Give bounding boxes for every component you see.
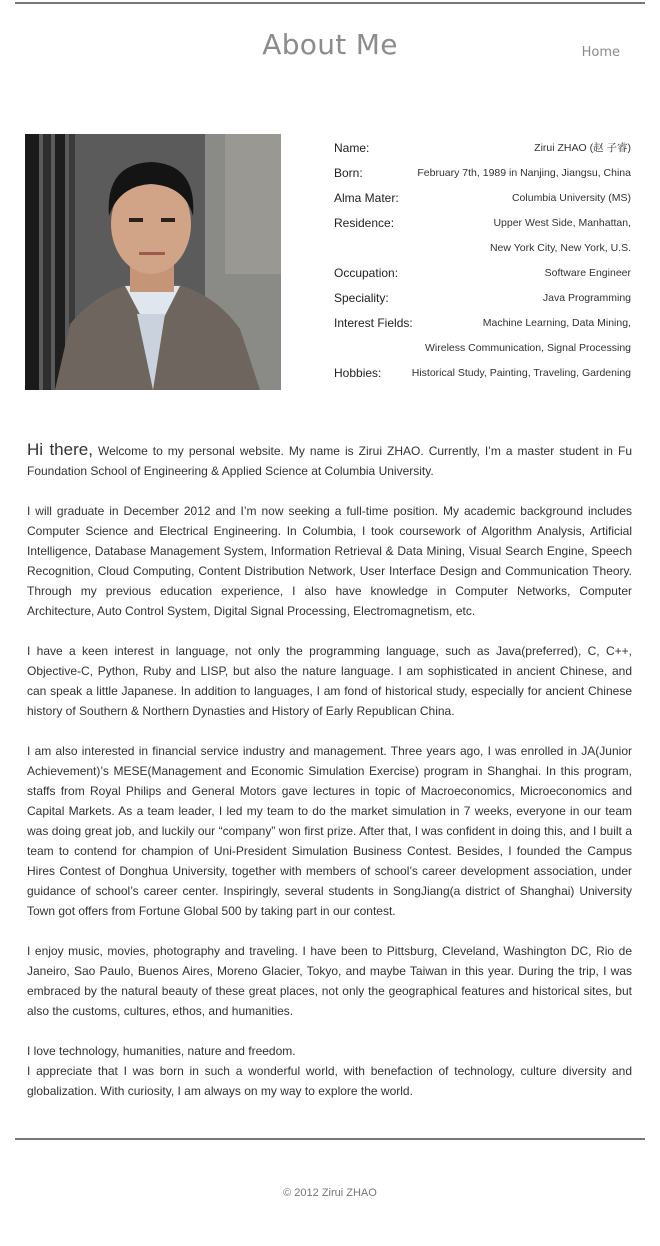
- profile-row: [334, 211, 631, 261]
- profile-value: [490, 211, 631, 261]
- top-divider: [15, 2, 645, 4]
- profile-value: [543, 286, 631, 311]
- profile-value: [425, 311, 631, 361]
- paragraph-languages: I have a keen interest in language, not only the programming language, such as Java(preferred), C, C++, Objective-C, Python, Ruby and LISP, but also the nature language. I am sophisticated in ancient Chinese, and can speak a little Japanese. In addition to languages, I am fond of historical study, especially for ancient Chinese history of Southern & Northern Dynasties and History of Early Republican China.: [27, 644, 632, 718]
- greeting: Hi there,: [27, 440, 93, 459]
- profile-value: [534, 136, 631, 161]
- profile-value: [417, 161, 631, 186]
- bio-content: [27, 440, 632, 1121]
- profile-label: Born:: [334, 166, 363, 180]
- profile-label: Residence:: [334, 216, 395, 230]
- profile-value: [412, 361, 631, 386]
- profile-value-line: Machine Learning, Data Mining,: [482, 317, 631, 329]
- closing-line-2: I appreciate that I was born in such a wonderful world, with benefaction of technology, culture diversity and globalization. With curiosity, I am always on my way to explore the world.: [27, 1064, 632, 1098]
- profile-value-line: Columbia University (MS): [511, 192, 631, 204]
- profile-photo: [25, 134, 281, 390]
- profile-value: [545, 261, 631, 286]
- closing-line-1: I love technology, humanities, nature and freedom.: [27, 1044, 296, 1058]
- profile-label: Speciality:: [334, 291, 389, 305]
- profile-row: [334, 311, 631, 361]
- page-title: About Me: [262, 28, 398, 61]
- profile-row: [334, 261, 631, 286]
- intro-paragraph: [27, 440, 632, 481]
- profile-label: Interest Fields:: [334, 316, 413, 330]
- profile-value-line: Historical Study, Painting, Traveling, Gardening: [411, 367, 631, 379]
- profile-row: [334, 161, 631, 186]
- profile-value-line: New York City, New York, U.S.: [489, 242, 631, 254]
- profile-value-line: Zirui ZHAO (赵 子睿): [534, 142, 631, 154]
- profile-value-line: Java Programming: [542, 292, 631, 304]
- profile-row: [334, 136, 631, 161]
- paragraph-education: I will graduate in December 2012 and I’m now seeking a full-time position. My academic background includes Computer Science and Electrical Engineering. In Columbia, I took coursework of Algorithm Analysis, Artificial Intelligence, Database Management System, Information Retrieval & Data Mining, Visual Search Engine, Speech Recognition, Cloud Computing, Content Distribution Network, User Interface Design and Communication Theory. Through my previous education experience, I also have knowledge in Computer Networks, Computer Architecture, Auto Control System, Digital Signal Processing, Electromagnetism, etc.: [27, 504, 632, 618]
- portrait-illustration: [25, 134, 281, 390]
- profile-value-line: Wireless Communication, Signal Processing: [425, 342, 631, 354]
- paragraph-finance: I am also interested in financial service industry and management. Three years ago, I was enrolled in JA(Junior Achievement)’s MESE(Management and Economic Simulation Exercise) program in Shanghai. In this program, staffs from Royal Philips and General Motors gave lectures in topic of Macroeconomics, Microeconomics and Capital Markets. As a team leader, I led my team to do the market simulation in 7 weeks, everyone in our team was doing great job, and luckily our “company” won first prize. After that, I was confident in doing this, and I built a team to contend for champion of Uni-President Simulation Business Contest. Besides, I founded the Campus Hires Contest of Donghua University, together with members of school’s career development association, under guidance of school’s career center. Inspiringly, several students in SongJiang(a district of Shanghai) University Town got offers from Fortune Global 500 by taking part in our contest.: [27, 744, 632, 918]
- bottom-divider: [15, 1138, 645, 1140]
- profile-label: Hobbies:: [334, 366, 382, 380]
- paragraph-closing: [27, 1041, 632, 1101]
- profile-row: [334, 286, 631, 311]
- profile-row: [334, 361, 631, 386]
- nav-home-link[interactable]: Home: [581, 45, 620, 60]
- profile-label: Alma Mater:: [334, 191, 399, 205]
- profile-row: [334, 186, 631, 211]
- footer-copyright: © 2012 Zirui ZHAO: [283, 1187, 377, 1199]
- profile-label: Occupation:: [334, 266, 399, 280]
- profile-value-line: Upper West Side, Manhattan,: [493, 217, 631, 229]
- profile-value: [512, 186, 631, 211]
- profile-info: [334, 136, 631, 386]
- paragraph-travel: I enjoy music, movies, photography and traveling. I have been to Pittsburg, Cleveland, Washington DC, Rio de Janeiro, Sao Paulo, Buenos Aires, Moreno Glacier, Tokyo, and maybe Taiwan in this year. During the trip, I was embraced by the natural beauty of these great places, not only the geographical features and historical sites, but also the customs, cultures, ethos, and humanities.: [27, 944, 632, 1018]
- profile-value-line: Software Engineer: [544, 267, 631, 279]
- profile-label: Name:: [334, 141, 370, 155]
- intro-text: Welcome to my personal website. My name is Zirui ZHAO. Currently, I’m a master student in Fu Foundation School of Engineering & Applied Science at Columbia University.: [27, 444, 632, 478]
- profile-value-line: February 7th, 1989 in Nanjing, Jiangsu, China: [417, 167, 631, 179]
